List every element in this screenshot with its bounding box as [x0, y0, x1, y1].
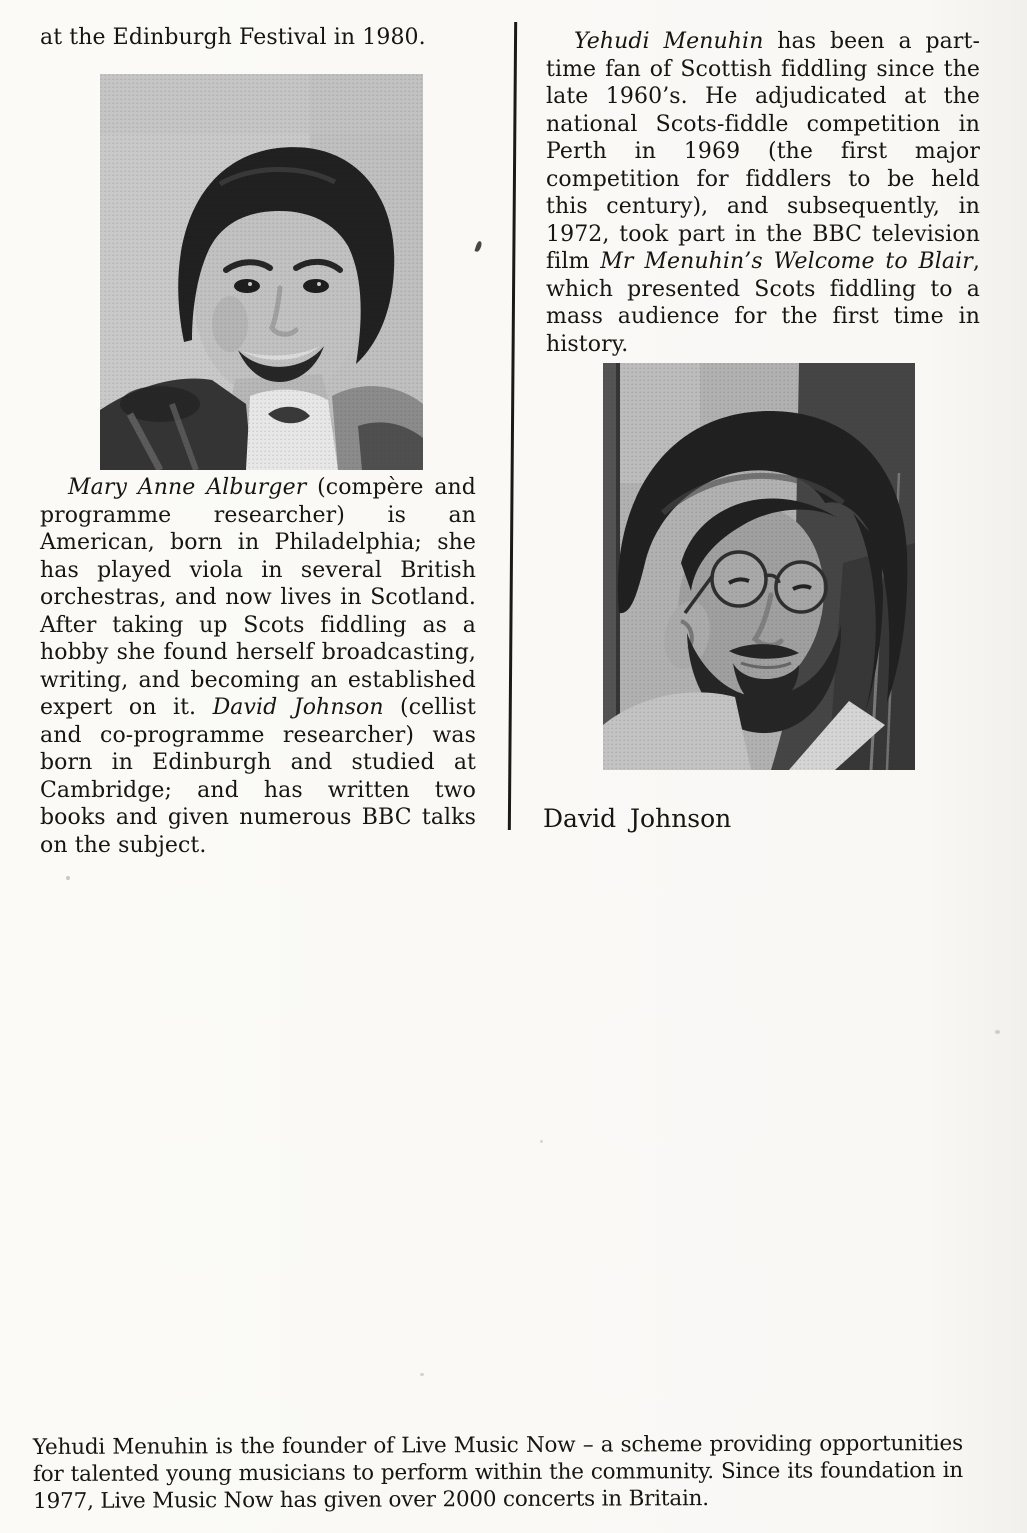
alburger-paragraph-run: (compère and programme researcher) is an American, born in Philadelphia; she has played viola in several British orchestras, and now lives in Scotland. After taking up Scots fiddling as a hobby she found herself broadcasting, writing, and becoming an established expert on it. [40, 475, 476, 720]
menuhin-paragraph-run: , which presented Scots fiddling to a mass audience for the first time in history. [546, 249, 980, 357]
column-divider-rule [508, 22, 517, 830]
david-johnson-photo [603, 363, 915, 770]
menuhin-paragraph-run: has been a part-time fan of Scottish fiddling since the late 1960’s. He adjudicated at the national Scots-fiddle competition in Perth in 1969 (the first major competition for fiddlers to be held this century), and subsequently, in 1972, took part in the BBC television film [546, 29, 980, 274]
scan-speck [995, 1030, 1000, 1034]
photo-caption: David Johnson [543, 804, 732, 833]
stray-ink-mark [474, 240, 482, 252]
alburger-paragraph-run: (cellist and co-programme researcher) was born in Edinburgh and studied at Cambridge; and has written two books and given numerous BBC talks on the subject. [40, 695, 476, 858]
menuhin-paragraph [546, 28, 980, 358]
scan-speck [66, 876, 70, 880]
name-yehudi-menuhin: Yehudi Menuhin [574, 29, 764, 54]
alburger-paragraph [40, 474, 476, 859]
continuation-line: at the Edinburgh Festival in 1980. [40, 25, 426, 50]
scan-speck [420, 1373, 424, 1376]
film-title: Mr Menuhin’s Welcome to Blair [600, 249, 973, 274]
name-mary-anne-alburger: Mary Anne Alburger [68, 475, 307, 500]
name-david-johnson: David Johnson [212, 695, 384, 720]
footer-note: Yehudi Menuhin is the founder of Live Music Now – a scheme providing opportunities for talented young musicians to perform within the community. Since its foundation in 1977, Live Music Now has given over 2000 concerts in Britain. [32, 1430, 964, 1515]
scan-speck [540, 1140, 543, 1143]
portrait-man-illustration [603, 363, 915, 770]
mary-anne-alburger-photo [100, 74, 423, 470]
portrait-woman-illustration [100, 74, 423, 470]
